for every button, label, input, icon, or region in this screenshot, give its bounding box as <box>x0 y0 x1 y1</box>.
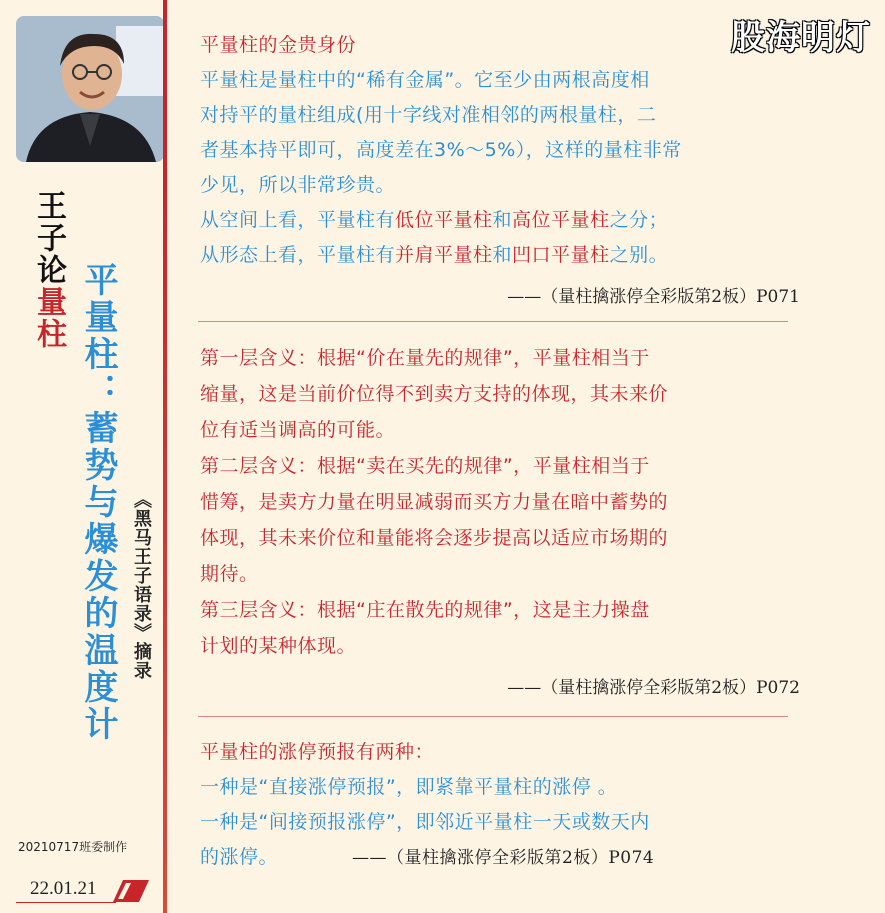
sidebar <box>0 0 163 913</box>
text-segment: 高位平量柱 <box>512 209 610 231</box>
section-1-citation: ——（量柱擒涨停全彩版第2板）P071 <box>507 287 800 307</box>
text-line <box>200 412 800 448</box>
text-line <box>200 520 800 556</box>
brand-watermark: 股海明灯 <box>731 18 871 58</box>
section-1-lines <box>200 28 800 273</box>
author-portrait <box>16 16 164 162</box>
text-segment: 之别。 <box>609 244 669 266</box>
text-segment: 的涨停。 <box>200 846 279 868</box>
slash-decoration-icon <box>113 880 149 902</box>
text-segment: 第二层含义：根据“卖在买先的规律”，平量柱相当于 <box>200 455 650 477</box>
text-line <box>200 735 800 770</box>
text-segment: 平量柱的金贵身份 <box>200 34 357 56</box>
text-segment: 平量柱是量柱中的“稀有金属”。它至少由两根高度相 <box>200 69 650 91</box>
text-line <box>200 133 800 168</box>
text-segment: 和 <box>492 209 513 231</box>
text-line <box>200 592 800 628</box>
text-segment: 对持平的量柱组成(用十字线对准相邻的两根量柱，二 <box>200 104 657 126</box>
section-2 <box>200 340 800 706</box>
text-segment: 期待。 <box>200 563 259 585</box>
text-segment: 低位平量柱 <box>395 209 493 231</box>
text-line <box>200 376 800 412</box>
text-segment: 计划的某种体现。 <box>200 635 357 657</box>
column-title <box>26 190 70 350</box>
section-2-citation: ——（量柱擒涨停全彩版第2板）P072 <box>507 678 800 698</box>
text-line <box>200 168 800 203</box>
text-line <box>200 98 800 133</box>
text-segment: 第三层含义：根据“庄在散先的规律”，这是主力操盘 <box>200 599 650 621</box>
main-content <box>200 28 800 876</box>
section-2-lines <box>200 340 800 664</box>
text-segment: 从形态上看，平量柱有 <box>200 244 396 266</box>
text-line <box>200 770 800 805</box>
text-line <box>200 805 800 840</box>
text-segment: 一种是“间接预报涨停”，即邻近平量柱一天或数天内 <box>200 811 650 833</box>
section-3 <box>200 735 800 876</box>
text-segment: 凹口平量柱 <box>512 244 610 266</box>
section-1 <box>200 28 800 315</box>
text-segment: 少见，所以非常珍贵。 <box>200 174 396 196</box>
red-divider <box>163 0 167 913</box>
text-line <box>200 203 800 238</box>
text-line <box>200 340 800 376</box>
text-line <box>200 484 800 520</box>
section-3-citation: ——（量柱擒涨停全彩版第2板）P074 <box>352 848 655 868</box>
text-segment: 和 <box>492 244 513 266</box>
text-segment: 一种是“直接涨停预报”，即紧靠平量柱的涨停 。 <box>200 776 618 798</box>
person-image <box>16 16 164 162</box>
text-line <box>200 63 800 98</box>
section-3-lines <box>200 735 800 876</box>
text-line <box>200 628 800 664</box>
text-line <box>200 238 800 273</box>
column-title-red: 量柱 <box>31 286 66 350</box>
date-underline <box>16 902 116 903</box>
text-segment: 从空间上看，平量柱有 <box>200 209 396 231</box>
text-line <box>200 448 800 484</box>
credit-text: 20210717班委制作 <box>18 840 128 854</box>
text-line <box>200 28 800 63</box>
section-divider <box>198 716 788 717</box>
section-divider <box>198 321 788 322</box>
source-note: 《黑马王子语录》摘录 <box>131 490 152 680</box>
text-segment: 第一层含义：根据“价在量先的规律”，平量柱相当于 <box>200 347 650 369</box>
article-title: 平量柱：蓄势与爆发的温度计 <box>78 262 118 743</box>
text-line <box>200 556 800 592</box>
text-segment: 并肩平量柱 <box>395 244 493 266</box>
text-segment: 位有适当调高的可能。 <box>200 419 396 441</box>
date-text: 22.01.21 <box>30 878 97 899</box>
text-segment: 平量柱的涨停预报有两种： <box>200 741 435 763</box>
text-segment: 者基本持平即可，高度差在3%～5%），这样的量柱非常 <box>200 139 682 161</box>
text-segment: 缩量，这是当前价位得不到卖方支持的体现，其未来价 <box>200 383 669 405</box>
text-segment: 惜筹，是卖方力量在明显减弱而买方力量在暗中蓄势的 <box>200 491 669 513</box>
text-segment: 体现，其未来价位和量能将会逐步提高以适应市场期的 <box>200 527 669 549</box>
text-line <box>200 840 800 876</box>
text-segment: 之分； <box>609 209 669 231</box>
column-title-black: 王子论 <box>31 190 66 286</box>
